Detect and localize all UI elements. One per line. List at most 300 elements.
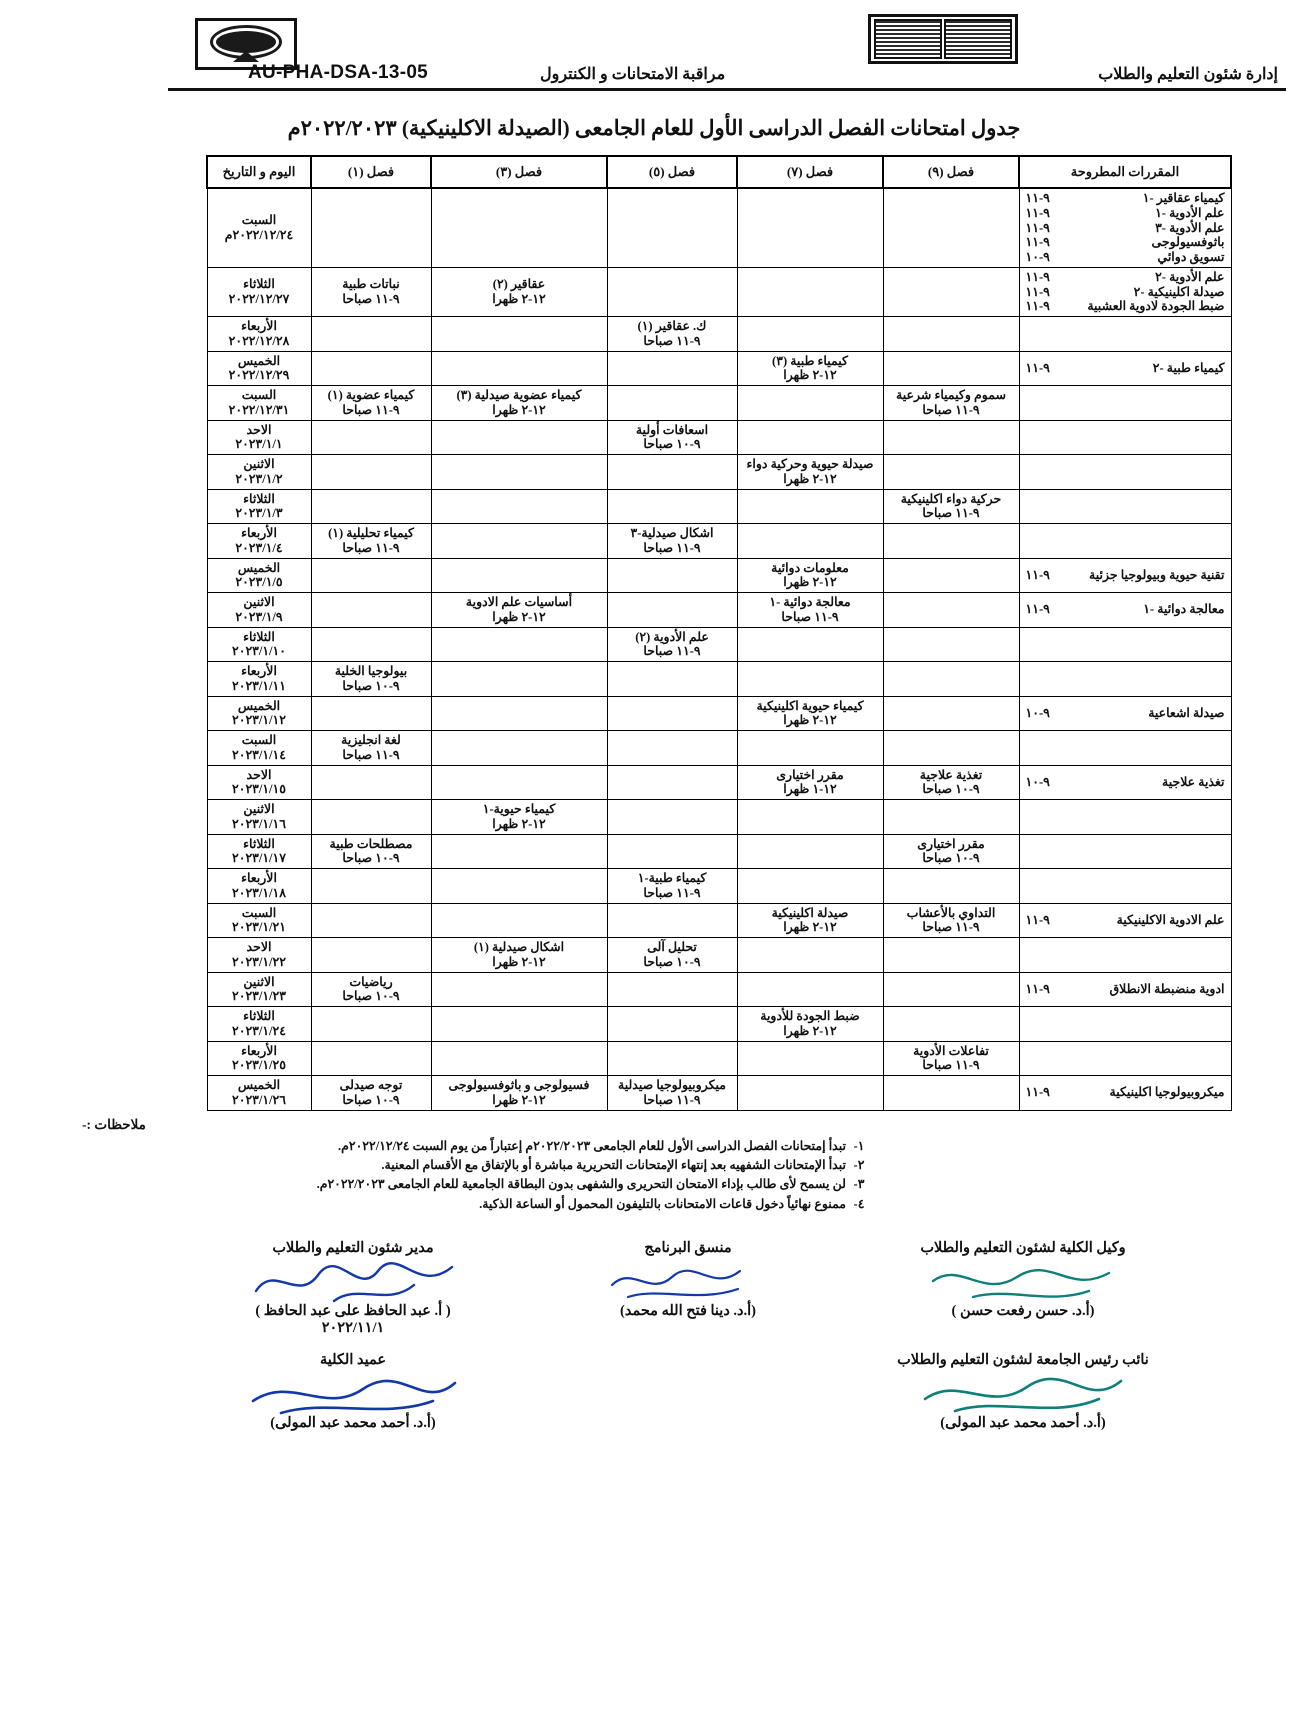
offered-course-name: كيمياء عقاقير -١	[1142, 191, 1225, 205]
cell-exam-f7	[737, 938, 883, 973]
offered-course-name: تسويق دوائي	[1157, 250, 1225, 264]
signature-title: وكيل الكلية لشئون التعليم والطلاب	[920, 1240, 1126, 1256]
cell-exam-f3	[431, 420, 607, 455]
table-row	[207, 386, 1231, 421]
day-name: الثلاثاء	[243, 277, 275, 292]
exam-course-name: تغذية علاجية	[919, 767, 983, 782]
notes-list	[76, 1137, 1232, 1215]
exam-course-name: رياضيات	[349, 974, 393, 989]
table-row	[207, 489, 1231, 524]
cell-exam-f5	[607, 869, 737, 904]
exam-course-time: ١٢-٢ ظهرا	[492, 291, 546, 306]
cell-exam-f5	[607, 558, 737, 593]
handwritten-signature	[858, 1257, 1188, 1303]
cell-exam-f7	[737, 662, 883, 697]
signature-block-vice-dean	[858, 1240, 1188, 1320]
signature-title: منسق البرنامج	[644, 1240, 732, 1256]
exam-course-name: معالجة دوائية -١	[769, 595, 851, 609]
exam-course-name: أساسيات علم الادوية	[465, 595, 573, 609]
cell-offered-courses	[1019, 188, 1231, 267]
date-value: ٢٠٢٣/١/٢٣	[232, 989, 286, 1004]
day-name: السبت	[241, 733, 277, 747]
cell-exam-f3	[431, 558, 607, 593]
exam-course-time: ٩-١١ صباحا	[342, 747, 400, 762]
exam-course-time: ٩-١٠ صباحا	[342, 1092, 400, 1107]
offered-course-time: ٩-١١	[1025, 981, 1050, 996]
cell-day-date	[207, 869, 311, 904]
cell-exam-f3	[431, 765, 607, 800]
cell-exam-f3	[431, 869, 607, 904]
notes-section	[76, 1117, 1232, 1215]
cell-exam-f9	[883, 267, 1019, 316]
cell-exam-f3	[431, 1007, 607, 1042]
date-value: ٢٠٢٢/١٢/٢٨	[228, 333, 290, 348]
day-name: الأربعاء	[241, 664, 277, 678]
date-value: ٢٠٢٣/١/١٨	[232, 885, 286, 900]
cell-exam-f7	[737, 386, 883, 421]
day-name: الاثنين	[243, 802, 275, 816]
cell-exam-f7	[737, 1007, 883, 1042]
cell-exam-f5	[607, 188, 737, 267]
cell-exam-f9	[883, 662, 1019, 697]
cell-exam-f3	[431, 731, 607, 766]
exam-course-time: ٩-١١ صباحا	[922, 1058, 980, 1073]
day-name: السبت	[241, 388, 277, 402]
signature-block-program-coordinator	[538, 1240, 838, 1320]
exam-course-time: ١٢-٢ ظهرا	[783, 368, 837, 383]
cell-day-date	[207, 386, 311, 421]
offered-course-name: باثوفسيولوجى	[1151, 235, 1225, 250]
cell-exam-f3	[431, 662, 607, 697]
cell-exam-f5	[607, 455, 737, 490]
day-name: الاحد	[246, 940, 272, 954]
cell-exam-f9	[883, 524, 1019, 559]
signature-name: (أ.د. أحمد محمد عبد المولى)	[940, 1415, 1106, 1431]
note-number: ١-	[853, 1138, 865, 1153]
cell-exam-f5	[607, 267, 737, 316]
cell-exam-f3	[431, 317, 607, 352]
table-row	[207, 903, 1231, 938]
cell-exam-f9	[883, 558, 1019, 593]
admin-office-label: إدارة شئون التعليم والطلاب	[1098, 66, 1278, 83]
table-row	[207, 800, 1231, 835]
cell-exam-f5	[607, 731, 737, 766]
signature-title: نائب رئيس الجامعة لشئون التعليم والطلاب	[897, 1352, 1149, 1368]
exam-course-name: التداوي بالأعشاب	[906, 905, 996, 920]
cell-exam-f7	[737, 317, 883, 352]
date-value: ٢٠٢٣/١/٢٦	[232, 1092, 286, 1107]
exam-course-name: اشكال صيدلية (١)	[473, 940, 565, 954]
table-row	[207, 317, 1231, 352]
table-header-row	[207, 156, 1231, 188]
day-name: الأربعاء	[241, 319, 277, 333]
cell-exam-f3	[431, 386, 607, 421]
cell-exam-f9	[883, 420, 1019, 455]
offered-course-time: ٩-١١	[1025, 191, 1050, 205]
exam-course-name: اسعافات أولية	[635, 422, 709, 437]
cell-offered-courses	[1019, 765, 1231, 800]
signature-block-student-affairs-director	[188, 1240, 518, 1337]
offered-course-time: ٩-١٠	[1025, 774, 1050, 789]
exam-course-name: نباتات طبية	[342, 277, 400, 292]
cell-offered-courses	[1019, 267, 1231, 316]
table-row	[207, 524, 1231, 559]
exam-course-time: ٩-١١ صباحا	[922, 506, 980, 521]
cell-exam-f3	[431, 351, 607, 386]
cell-exam-f7	[737, 869, 883, 904]
signature-date: ٢٠٢٢/١١/١	[321, 1320, 385, 1336]
cell-offered-courses	[1019, 1076, 1231, 1111]
cell-exam-f5	[607, 386, 737, 421]
handwritten-signature	[858, 1369, 1188, 1415]
note-text: ممنوع نهائياً دخول قاعات الامتحانات بالتليفون المحمول أو الساعة الذكية.	[479, 1196, 846, 1211]
table-row	[207, 972, 1231, 1007]
cell-exam-f5	[607, 903, 737, 938]
offered-course-time: ٩-١١	[1025, 205, 1050, 220]
cell-day-date	[207, 765, 311, 800]
offered-course-line	[1024, 206, 1227, 221]
cell-offered-courses	[1019, 1041, 1231, 1076]
cell-exam-f1	[311, 834, 431, 869]
cell-exam-f5	[607, 593, 737, 628]
exam-course-time: ٩-١٠ صباحا	[643, 437, 701, 452]
cell-offered-courses	[1019, 455, 1231, 490]
offered-course-time: ٩-١٠	[1025, 250, 1050, 264]
cell-exam-f5	[607, 524, 737, 559]
cell-exam-f9	[883, 765, 1019, 800]
exam-course-time: ٩-١١ صباحا	[781, 609, 839, 624]
day-name: الثلاثاء	[243, 629, 275, 644]
cell-exam-f5	[607, 627, 737, 662]
table-body	[207, 188, 1231, 1110]
exam-course-time: ١٢-٢ ظهرا	[492, 402, 546, 417]
cell-day-date	[207, 524, 311, 559]
schedule-table-wrapper	[76, 155, 1232, 1111]
handwritten-signature	[188, 1257, 518, 1303]
cell-offered-courses	[1019, 731, 1231, 766]
date-value: ٢٠٢٣/١/٢٢	[232, 954, 286, 969]
exam-course-time: ١٢-٢ ظهرا	[492, 954, 546, 969]
cell-exam-f9	[883, 351, 1019, 386]
day-name: الثلاثاء	[243, 1009, 275, 1023]
cell-exam-f1	[311, 903, 431, 938]
col-header-day-date: اليوم و التاريخ	[207, 156, 311, 188]
note-number: ٤-	[853, 1196, 865, 1211]
cell-exam-f5	[607, 662, 737, 697]
exam-course-name: كيمياء طبية (٣)	[772, 353, 848, 368]
cell-exam-f5	[607, 351, 737, 386]
exam-course-name: مقرر اختيارى	[776, 767, 844, 782]
date-value: ٢٠٢٣/١/٢٤	[232, 1023, 286, 1038]
cell-exam-f3	[431, 627, 607, 662]
cell-exam-f5	[607, 1076, 737, 1111]
day-name: السبت	[241, 213, 277, 228]
offered-course-name: ضبط الجودة لادوية العشبية	[1087, 299, 1225, 314]
cell-exam-f9	[883, 1041, 1019, 1076]
cell-exam-f1	[311, 800, 431, 835]
cell-day-date	[207, 1076, 311, 1111]
cell-exam-f9	[883, 696, 1019, 731]
cell-exam-f1	[311, 420, 431, 455]
header-divider	[168, 88, 1286, 91]
table-row	[207, 834, 1231, 869]
date-value: ٢٠٢٣/١/٤	[235, 540, 283, 555]
cell-exam-f3	[431, 593, 607, 628]
cell-exam-f7	[737, 267, 883, 316]
table-row	[207, 696, 1231, 731]
cell-exam-f9	[883, 938, 1019, 973]
cell-exam-f7	[737, 524, 883, 559]
cell-exam-f3	[431, 455, 607, 490]
cell-exam-f9	[883, 731, 1019, 766]
cell-exam-f9	[883, 188, 1019, 267]
day-name: الاحد	[246, 767, 272, 782]
table-row	[207, 267, 1231, 316]
exam-course-name: بيولوجيا الخلية	[334, 664, 408, 678]
exam-course-time: ١٢-٢ ظهرا	[783, 1023, 837, 1038]
exam-course-name: سموم وكيمياء شرعية	[896, 388, 1006, 402]
cell-exam-f9	[883, 593, 1019, 628]
day-name: الأربعاء	[241, 871, 277, 885]
exam-course-time: ٩-١١ صباحا	[342, 291, 400, 306]
offered-course-name: ادوية منضبطة الانطلاق	[1109, 981, 1225, 996]
offered-course-line	[1024, 299, 1227, 314]
table-row	[207, 662, 1231, 697]
offered-course-line	[1024, 361, 1227, 376]
cell-day-date	[207, 834, 311, 869]
day-name: الخميس	[237, 1078, 281, 1092]
faculty-seal-logo-icon	[868, 14, 1018, 64]
offered-course-name: علم الأدوية -٢	[1155, 269, 1225, 284]
offered-course-line	[1024, 602, 1227, 617]
signatures-section	[0, 1240, 1308, 1570]
cell-day-date	[207, 351, 311, 386]
offered-course-line	[1024, 191, 1227, 206]
exam-course-time: ١٢-١ ظهرا	[783, 782, 837, 797]
cell-exam-f3	[431, 972, 607, 1007]
cell-day-date	[207, 267, 311, 316]
day-name: الخميس	[237, 353, 281, 368]
cell-exam-f7	[737, 420, 883, 455]
exam-course-name: كيمياء عضوية صيدلية (٣)	[456, 388, 582, 402]
cell-offered-courses	[1019, 351, 1231, 386]
cell-day-date	[207, 593, 311, 628]
table-row	[207, 188, 1231, 267]
exam-course-time: ٩-١١ صباحا	[643, 885, 701, 900]
offered-course-name: صيدلة اشعاعية	[1148, 705, 1225, 720]
offered-course-name: تغذية علاجية	[1162, 774, 1225, 789]
cell-offered-courses	[1019, 662, 1231, 697]
cell-exam-f3	[431, 696, 607, 731]
day-name: الاحد	[246, 422, 272, 437]
cell-exam-f7	[737, 972, 883, 1007]
table-row	[207, 1076, 1231, 1111]
day-name: الخميس	[237, 698, 281, 713]
exam-course-name: ضبط الجودة للأدوية	[760, 1009, 860, 1023]
cell-day-date	[207, 731, 311, 766]
cell-exam-f7	[737, 834, 883, 869]
signature-name: (أ.د. حسن رفعت حسن )	[951, 1303, 1095, 1319]
offered-course-name: كيمياء طبية -٢	[1152, 360, 1225, 375]
cell-offered-courses	[1019, 800, 1231, 835]
cell-offered-courses	[1019, 1007, 1231, 1042]
cell-day-date	[207, 455, 311, 490]
date-value: ٢٠٢٣/١/٢٥	[232, 1058, 286, 1073]
date-value: ٢٠٢٣/١/١٤	[232, 747, 286, 762]
table-row	[207, 938, 1231, 973]
signature-title: مدير شئون التعليم والطلاب	[272, 1240, 434, 1256]
cell-exam-f5	[607, 834, 737, 869]
notes-title: ملاحظات :-	[82, 1116, 146, 1132]
exam-course-name: كيمياء حيوية اكلينيكية	[756, 698, 864, 713]
cell-offered-courses	[1019, 558, 1231, 593]
day-name: الأربعاء	[241, 526, 277, 540]
exam-course-time: ٩-١١ صباحا	[342, 402, 400, 417]
offered-course-time: ٩-١١	[1025, 220, 1050, 235]
cell-exam-f9	[883, 489, 1019, 524]
exam-course-name: حركية دواء اكلينيكية	[900, 491, 1002, 506]
signature-name: (أ.د. أحمد محمد عبد المولى)	[270, 1415, 436, 1431]
table-row	[207, 869, 1231, 904]
col-header-semester-7: فصل (٧)	[737, 156, 883, 188]
cell-exam-f9	[883, 627, 1019, 662]
offered-course-name: صيدلة اكلينيكية -٢	[1133, 284, 1225, 299]
cell-exam-f1	[311, 731, 431, 766]
cell-offered-courses	[1019, 386, 1231, 421]
offered-course-line	[1024, 568, 1227, 583]
cell-exam-f1	[311, 972, 431, 1007]
exam-course-time: ٩-١١ صباحا	[643, 644, 701, 659]
cell-offered-courses	[1019, 420, 1231, 455]
offered-course-time: ٩-١١	[1025, 269, 1050, 284]
exam-course-name: مصطلحات طبية	[329, 836, 413, 851]
cell-day-date	[207, 938, 311, 973]
cell-exam-f1	[311, 696, 431, 731]
date-value: ٢٠٢٣/١/٣	[235, 506, 283, 521]
date-value: ٢٠٢٢/١٢/٢٤م	[224, 227, 294, 242]
cell-exam-f1	[311, 593, 431, 628]
cell-exam-f7	[737, 903, 883, 938]
cell-offered-courses	[1019, 834, 1231, 869]
exam-course-time: ٩-١٠ صباحا	[342, 851, 400, 866]
date-value: ٢٠٢٣/١/١٦	[232, 816, 286, 831]
offered-course-line	[1024, 270, 1227, 285]
handwritten-signature	[188, 1369, 518, 1415]
day-name: الاثنين	[243, 595, 275, 609]
note-number: ٢-	[853, 1157, 865, 1172]
exam-course-time: ١٢-٢ ظهرا	[783, 575, 837, 590]
exam-course-time: ٩-١١ صباحا	[922, 402, 980, 417]
note-item	[76, 1156, 1232, 1175]
cell-day-date	[207, 558, 311, 593]
date-value: ٢٠٢٣/١/٥	[235, 575, 283, 590]
signature-name: (أ.د. دينا فتح الله محمد)	[620, 1303, 756, 1319]
exam-course-name: تحليل آلى	[647, 940, 697, 954]
cell-exam-f1	[311, 524, 431, 559]
exam-course-time: ١٢-٢ ظهرا	[492, 816, 546, 831]
cell-day-date	[207, 903, 311, 938]
exam-course-name: اشكال صيدلية-٣	[630, 526, 714, 540]
exam-schedule-table	[206, 155, 1232, 1111]
cell-exam-f1	[311, 489, 431, 524]
exam-course-name: كيمياء عضوية (١)	[327, 388, 415, 402]
offered-course-name: علم الأدوية -٣	[1155, 220, 1225, 235]
date-value: ٢٠٢٣/١/١٥	[232, 782, 286, 797]
cell-exam-f5	[607, 938, 737, 973]
note-item	[76, 1175, 1232, 1194]
exam-course-name: معلومات دوائية	[771, 560, 849, 575]
cell-exam-f7	[737, 696, 883, 731]
note-text: لن يسمح لأى طالب بإداء الامتحان التحريرى والشفهى بدون البطاقة الجامعية للعام الجامعى ٢٠٢٢/٢٠٢٣م.	[316, 1177, 846, 1192]
offered-course-line	[1024, 221, 1227, 236]
exam-course-name: كيمياء تحليلية (١)	[328, 526, 414, 540]
exam-course-time: ٩-١١ صباحا	[643, 540, 701, 555]
exam-course-time: ١٢-٢ ظهرا	[783, 471, 837, 486]
exam-course-name: صيدلة حيوية وحركية دواء	[746, 457, 874, 471]
exam-course-name: تفاعلات الأدوية	[913, 1043, 989, 1058]
offered-course-line	[1024, 775, 1227, 790]
cell-day-date	[207, 489, 311, 524]
cell-exam-f7	[737, 731, 883, 766]
table-row	[207, 455, 1231, 490]
exam-course-time: ١٢-٢ ظهرا	[783, 920, 837, 935]
date-value: ٢٠٢٣/١/٢١	[232, 920, 286, 935]
exam-course-name: مقرر اختيارى	[917, 836, 985, 851]
cell-offered-courses	[1019, 938, 1231, 973]
cell-exam-f9	[883, 903, 1019, 938]
exam-course-time: ١٢-٢ ظهرا	[492, 1092, 546, 1107]
offered-course-time: ٩-١١	[1025, 567, 1050, 582]
control-office-label: مراقبة الامتحانات و الكنترول	[540, 66, 726, 83]
day-name: الخميس	[237, 560, 281, 575]
cell-day-date	[207, 972, 311, 1007]
cell-exam-f3	[431, 903, 607, 938]
cell-offered-courses	[1019, 489, 1231, 524]
cell-exam-f9	[883, 317, 1019, 352]
exam-course-name: توجه صيدلى	[339, 1078, 403, 1092]
cell-offered-courses	[1019, 627, 1231, 662]
note-text: تبدأ الإمتحانات الشفهيه بعد إنتهاء الإمتحانات التحريرية مباشرة أو بالإتفاق مع الأقسام المعنية.	[381, 1157, 846, 1172]
col-header-offered: المقررات المطروحة	[1019, 156, 1231, 188]
cell-day-date	[207, 420, 311, 455]
offered-course-time: ٩-١٠	[1025, 705, 1050, 720]
document-code: AU-PHA-DSA-13-05	[248, 62, 429, 83]
cell-exam-f5	[607, 972, 737, 1007]
cell-exam-f5	[607, 765, 737, 800]
offered-course-line	[1024, 913, 1227, 928]
col-header-semester-3: فصل (٣)	[431, 156, 607, 188]
exam-course-name: علم الأدوية (٢)	[635, 629, 709, 644]
cell-day-date	[207, 188, 311, 267]
table-row	[207, 420, 1231, 455]
cell-exam-f1	[311, 351, 431, 386]
cell-exam-f3	[431, 524, 607, 559]
cell-exam-f7	[737, 593, 883, 628]
exam-course-time: ٩-١١ صباحا	[643, 333, 701, 348]
cell-exam-f5	[607, 489, 737, 524]
cell-day-date	[207, 1007, 311, 1042]
offered-course-line	[1024, 250, 1227, 265]
cell-exam-f9	[883, 834, 1019, 869]
date-value: ٢٠٢٣/١/٩	[235, 609, 283, 624]
cell-exam-f3	[431, 267, 607, 316]
cell-exam-f9	[883, 455, 1019, 490]
exam-course-time: ٩-١٠ صباحا	[643, 954, 701, 969]
cell-exam-f1	[311, 558, 431, 593]
date-value: ٢٠٢٢/١٢/٣١	[228, 402, 290, 417]
date-value: ٢٠٢٢/١٢/٢٩	[228, 368, 290, 383]
cell-exam-f7	[737, 455, 883, 490]
